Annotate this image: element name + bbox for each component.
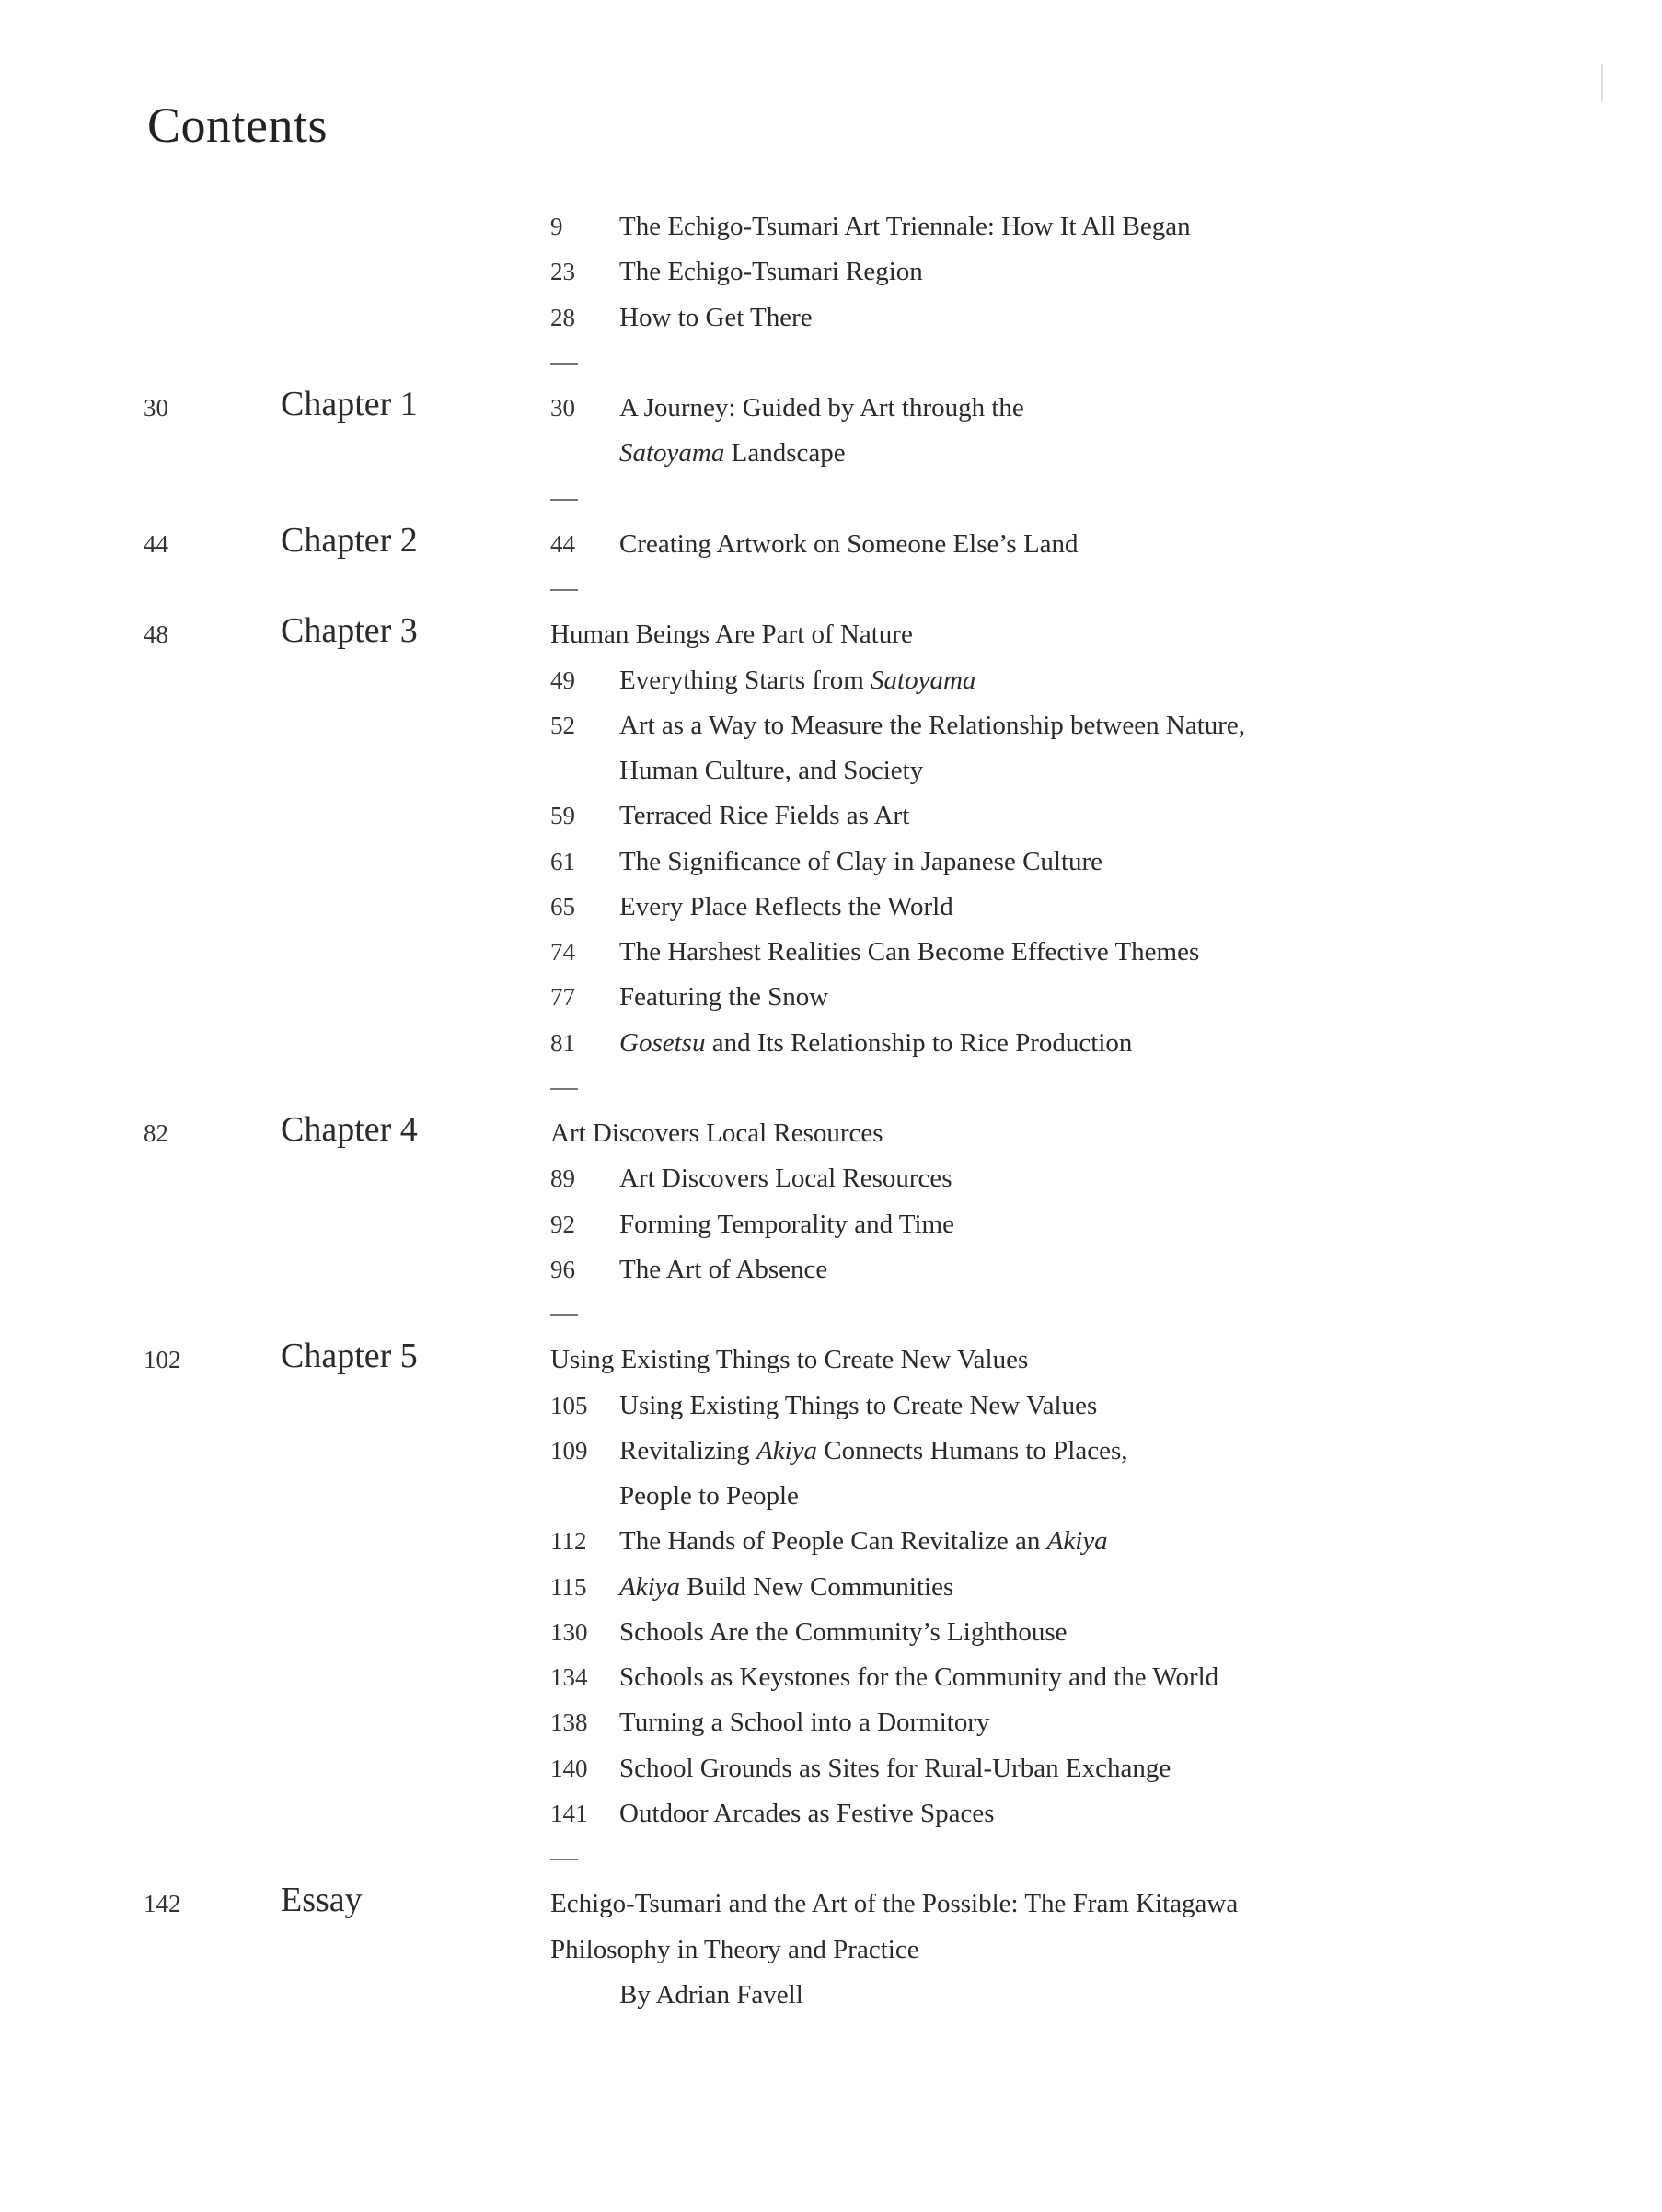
entry-title — [619, 204, 1191, 249]
title-segment: Terraced Rice Fields as Art — [619, 801, 910, 831]
entry-page-number: 105 — [550, 1391, 588, 1419]
toc-entry — [0, 748, 1662, 793]
entry-title — [619, 1655, 1218, 1700]
entry-page-number: 96 — [550, 1255, 575, 1283]
title-segment: Forming Temporality and Time — [619, 1209, 954, 1239]
entry-page-number: 49 — [550, 666, 575, 694]
section-heading: Using Existing Things to Create New Values — [550, 1345, 1029, 1375]
toc-entry — [0, 885, 1662, 930]
entry-title — [619, 1429, 1128, 1474]
title-segment: How to Get There — [619, 302, 813, 332]
title-segment: Akiya — [619, 1571, 681, 1602]
toc-entry — [0, 295, 1662, 341]
entry-title — [619, 1519, 1108, 1564]
toc-row — [0, 1928, 1662, 1973]
section-label: Chapter 3 — [281, 611, 418, 651]
title-segment: A Journey: Guided by Art through the — [619, 393, 1024, 423]
toc-entry — [0, 1746, 1662, 1791]
section-label: Chapter 4 — [281, 1110, 418, 1149]
entry-page-number: 130 — [550, 1617, 588, 1646]
entry-title — [619, 793, 909, 839]
entry-title — [619, 658, 975, 703]
section-page-number: 102 — [144, 1346, 181, 1374]
toc-row — [0, 1973, 1662, 2018]
section-divider — [550, 363, 578, 365]
section-label: Essay — [281, 1881, 363, 1920]
table-of-contents — [0, 204, 1662, 2018]
toc-entry — [0, 386, 1662, 431]
entry-title — [619, 930, 1199, 975]
title-segment: Satoyama — [871, 665, 976, 695]
entry-page-number: 23 — [550, 258, 575, 286]
entry-page-number: 109 — [550, 1436, 588, 1465]
entry-title — [619, 522, 1079, 567]
toc-entry — [0, 930, 1662, 975]
entry-page-number: 140 — [550, 1754, 588, 1782]
section-heading: Human Beings Are Part of Nature — [550, 620, 913, 650]
entry-title — [619, 1700, 990, 1745]
title-segment: Turning a School into a Dormitory — [619, 1708, 990, 1738]
entry-title — [619, 1610, 1068, 1655]
title-segment: Using Existing Things to Create New Values — [619, 1390, 1098, 1420]
title-segment: School Grounds as Sites for Rural-Urban Exchange — [619, 1753, 1171, 1783]
toc-entry — [0, 658, 1662, 703]
section-divider — [550, 1088, 578, 1090]
entry-title — [619, 249, 923, 295]
toc-entry — [0, 1565, 1662, 1610]
title-segment: Revitalizing — [619, 1435, 756, 1465]
title-segment: The Significance of Clay in Japanese Culture — [619, 846, 1103, 876]
entry-title — [619, 975, 828, 1020]
toc-entry — [0, 1156, 1662, 1201]
title-segment: Everything Starts from — [619, 665, 871, 695]
toc-entry — [0, 1021, 1662, 1066]
essay-title-line: Echigo-Tsumari and the Art of the Possible: The Fram Kitagawa — [550, 1889, 1239, 1919]
section-divider — [550, 589, 578, 591]
title-segment: The Hands of People Can Revitalize an — [619, 1526, 1047, 1557]
toc-entry — [0, 1202, 1662, 1247]
toc-entry — [0, 1474, 1662, 1519]
toc-entry — [0, 840, 1662, 885]
entry-title — [619, 1746, 1171, 1791]
title-segment: Every Place Reflects the World — [619, 891, 953, 921]
toc-row — [0, 1111, 1662, 1156]
entry-title — [619, 1474, 799, 1519]
title-segment: Akiya — [756, 1435, 818, 1465]
title-segment: Featuring the Snow — [619, 982, 829, 1013]
toc-row — [0, 1836, 1662, 1882]
section-divider — [550, 1314, 578, 1316]
entry-title — [619, 1247, 827, 1292]
section-page-number: 82 — [144, 1119, 168, 1147]
entry-page-number: 74 — [550, 938, 575, 966]
entry-page-number: 61 — [550, 847, 575, 875]
toc-entry — [0, 1610, 1662, 1655]
entry-page-number: 44 — [550, 529, 575, 558]
title-segment: People to People — [619, 1481, 799, 1511]
section-heading: Art Discovers Local Resources — [550, 1118, 883, 1148]
entry-page-number: 65 — [550, 892, 575, 921]
title-segment: Art Discovers Local Resources — [619, 1164, 952, 1194]
title-segment: Schools as Keystones for the Community and the World — [619, 1662, 1219, 1692]
toc-entry — [0, 1519, 1662, 1564]
entry-page-number: 59 — [550, 802, 575, 830]
title-segment: Creating Artwork on Someone Else’s Land — [619, 528, 1079, 559]
toc-row — [0, 1338, 1662, 1383]
title-segment: Human Culture, and Society — [619, 756, 924, 785]
entry-page-number: 89 — [550, 1164, 575, 1193]
toc-row — [0, 341, 1662, 386]
title-segment: The Harshest Realities Can Become Effective Themes — [619, 937, 1200, 967]
toc-entry — [0, 1791, 1662, 1836]
page-title: Contents — [147, 98, 329, 153]
toc-entry — [0, 1247, 1662, 1292]
title-segment: Art as a Way to Measure the Relationship between Nature, — [619, 710, 1246, 740]
toc-row — [0, 612, 1662, 657]
title-segment: Akiya — [1046, 1526, 1108, 1557]
toc-row — [0, 567, 1662, 612]
entry-title — [619, 295, 813, 341]
entry-page-number: 9 — [550, 213, 563, 240]
title-segment: Gosetsu — [619, 1027, 706, 1058]
section-label: Chapter 2 — [281, 520, 418, 560]
title-segment: Build New Communities — [680, 1571, 954, 1602]
entry-page-number: 112 — [550, 1527, 587, 1556]
section-divider — [550, 1859, 578, 1860]
toc-entry — [0, 204, 1662, 249]
section-page-number: 142 — [144, 1890, 181, 1918]
title-segment: The Echigo-Tsumari Region — [619, 257, 923, 287]
entry-title — [619, 1565, 953, 1610]
essay-title-line: Philosophy in Theory and Practice — [550, 1934, 919, 1964]
toc-entry — [0, 703, 1662, 748]
section-label: Chapter 1 — [281, 385, 418, 423]
entry-page-number: 92 — [550, 1210, 575, 1238]
toc-entry — [0, 1384, 1662, 1429]
section-divider — [550, 499, 578, 501]
title-segment: Landscape — [724, 438, 846, 469]
toc-row — [0, 1292, 1662, 1338]
section-page-number: 48 — [144, 620, 168, 649]
toc-entry — [0, 1700, 1662, 1745]
entry-title — [619, 1384, 1097, 1429]
entry-page-number: 52 — [550, 711, 575, 739]
toc-row — [0, 1066, 1662, 1111]
entry-page-number: 77 — [550, 983, 575, 1012]
section-page-number: 44 — [144, 529, 168, 558]
entry-page-number: 141 — [550, 1799, 588, 1827]
entry-page-number: 134 — [550, 1663, 588, 1691]
toc-entry — [0, 1429, 1662, 1474]
title-segment: The Art of Absence — [619, 1254, 828, 1284]
entry-title — [619, 1202, 954, 1247]
entry-title — [619, 431, 846, 476]
entry-page-number: 115 — [550, 1572, 587, 1601]
entry-title — [619, 1156, 952, 1201]
toc-entry — [0, 431, 1662, 476]
essay-byline: By Adrian Favell — [619, 1979, 803, 2009]
toc-row — [0, 1882, 1662, 1927]
toc-entry — [0, 522, 1662, 567]
section-label: Chapter 5 — [281, 1337, 418, 1376]
entry-page-number: 30 — [550, 394, 575, 422]
toc-row — [0, 477, 1662, 522]
entry-title — [619, 748, 923, 793]
toc-entry — [0, 975, 1662, 1020]
entry-title — [619, 885, 953, 930]
title-segment: and Its Relationship to Rice Production — [705, 1027, 1133, 1058]
title-segment: Outdoor Arcades as Festive Spaces — [619, 1798, 995, 1828]
entry-title — [619, 1021, 1132, 1066]
entry-page-number: 138 — [550, 1708, 588, 1737]
title-segment: Schools Are the Community’s Lighthouse — [619, 1616, 1068, 1647]
scan-edge-mark — [1601, 64, 1603, 101]
entry-title — [619, 840, 1102, 885]
entry-page-number: 28 — [550, 303, 575, 331]
entry-title — [619, 386, 1024, 431]
title-segment: Satoyama — [619, 438, 725, 469]
toc-entry — [0, 249, 1662, 295]
title-segment: Connects Humans to Places, — [817, 1435, 1128, 1465]
section-page-number: 30 — [144, 394, 168, 422]
toc-entry — [0, 793, 1662, 839]
entry-title — [619, 1791, 995, 1836]
title-segment: The Echigo-Tsumari Art Triennale: How It All Began — [619, 212, 1191, 241]
entry-page-number: 81 — [550, 1028, 575, 1057]
toc-entry — [0, 1655, 1662, 1700]
entry-title — [619, 703, 1245, 748]
